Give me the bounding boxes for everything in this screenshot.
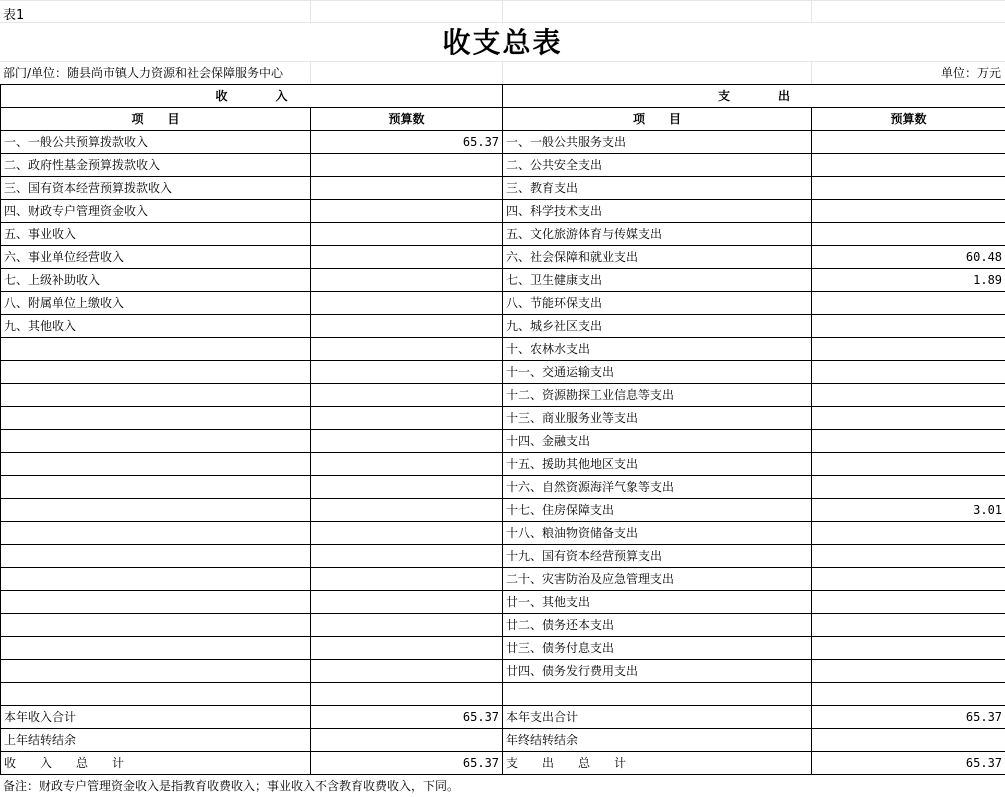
table-row bbox=[1, 269, 1005, 292]
expense-section-header: 支 出 bbox=[503, 85, 1005, 108]
expense-budget-cell bbox=[812, 407, 1005, 430]
income-item-cell bbox=[1, 591, 311, 614]
expense-budget-cell bbox=[812, 683, 1005, 706]
income-budget-cell bbox=[311, 430, 503, 453]
expense-budget-cell bbox=[812, 591, 1005, 614]
table-row bbox=[1, 292, 1005, 315]
expense-item-cell: 七、卫生健康支出 bbox=[503, 269, 812, 292]
income-budget-cell bbox=[311, 453, 503, 476]
department-label: 部门/单位：随县尚市镇人力资源和社会保障服务中心 bbox=[3, 66, 284, 80]
income-item-cell bbox=[1, 361, 311, 384]
income-item-cell bbox=[1, 476, 311, 499]
expense-budget-cell: 65.37 bbox=[812, 706, 1005, 729]
income-item-cell bbox=[1, 614, 311, 637]
expense-item-cell: 十三、商业服务业等支出 bbox=[503, 407, 812, 430]
table-row bbox=[1, 453, 1005, 476]
income-budget-cell bbox=[311, 315, 503, 338]
expense-item-cell: 二十、灾害防治及应急管理支出 bbox=[503, 568, 812, 591]
expense-item-cell: 支 出 总 计 bbox=[503, 752, 812, 775]
table-row bbox=[1, 499, 1005, 522]
income-budget-cell: 65.37 bbox=[311, 752, 503, 775]
income-item-cell: 九、其他收入 bbox=[1, 315, 311, 338]
page-title: 收支总表 bbox=[442, 26, 563, 59]
table-row bbox=[1, 545, 1005, 568]
income-budget-cell bbox=[311, 568, 503, 591]
expense-budget-cell bbox=[812, 384, 1005, 407]
expense-budget-cell bbox=[812, 637, 1005, 660]
expense-budget-cell bbox=[812, 660, 1005, 683]
expense-budget-cell: 60.48 bbox=[812, 246, 1005, 269]
income-item-cell: 本年收入合计 bbox=[1, 706, 311, 729]
income-budget-cell bbox=[311, 591, 503, 614]
expense-item-cell: 十四、金融支出 bbox=[503, 430, 812, 453]
income-budget-cell: 65.37 bbox=[311, 131, 503, 154]
table-row bbox=[1, 476, 1005, 499]
expense-budget-cell bbox=[812, 522, 1005, 545]
income-budget-cell: 65.37 bbox=[311, 706, 503, 729]
income-item-header: 项 目 bbox=[1, 108, 311, 131]
income-budget-cell bbox=[311, 476, 503, 499]
expense-budget-cell bbox=[812, 315, 1005, 338]
expense-item-cell: 十九、国有资本经营预算支出 bbox=[503, 545, 812, 568]
income-budget-cell bbox=[311, 499, 503, 522]
income-budget-cell bbox=[311, 384, 503, 407]
expense-item-cell: 十八、粮油物资储备支出 bbox=[503, 522, 812, 545]
expense-item-cell: 年终结转结余 bbox=[503, 729, 812, 752]
table-row bbox=[1, 384, 1005, 407]
expense-budget-cell bbox=[812, 545, 1005, 568]
expense-item-cell: 十、农林水支出 bbox=[503, 338, 812, 361]
income-item-cell: 二、政府性基金预算拨款收入 bbox=[1, 154, 311, 177]
expense-item-cell: 本年支出合计 bbox=[503, 706, 812, 729]
table-row bbox=[1, 706, 1005, 729]
table-row bbox=[1, 522, 1005, 545]
income-item-cell bbox=[1, 522, 311, 545]
income-item-cell bbox=[1, 453, 311, 476]
expense-budget-cell bbox=[812, 292, 1005, 315]
income-budget-cell bbox=[311, 614, 503, 637]
expense-budget-cell bbox=[812, 338, 1005, 361]
income-item-cell: 三、国有资本经营预算拨款收入 bbox=[1, 177, 311, 200]
footnote: 备注：财政专户管理资金收入是指教育收费收入；事业收入不含教育收费收入，下同。 bbox=[3, 779, 460, 793]
table-row bbox=[1, 568, 1005, 591]
table-row bbox=[1, 430, 1005, 453]
expense-budget-cell bbox=[812, 154, 1005, 177]
table-row bbox=[1, 361, 1005, 384]
income-item-cell: 一、一般公共预算拨款收入 bbox=[1, 131, 311, 154]
table-row bbox=[1, 407, 1005, 430]
expense-budget-cell bbox=[812, 453, 1005, 476]
income-item-cell bbox=[1, 407, 311, 430]
income-budget-cell bbox=[311, 522, 503, 545]
expense-budget-cell bbox=[812, 430, 1005, 453]
expense-item-cell: 六、社会保障和就业支出 bbox=[503, 246, 812, 269]
income-budget-cell bbox=[311, 292, 503, 315]
expense-budget-cell bbox=[812, 476, 1005, 499]
expense-item-cell: 廿三、债务付息支出 bbox=[503, 637, 812, 660]
unit-label: 单位：万元 bbox=[940, 66, 1001, 80]
income-item-cell bbox=[1, 545, 311, 568]
expense-item-cell: 十二、资源勘探工业信息等支出 bbox=[503, 384, 812, 407]
income-item-cell: 收 入 总 计 bbox=[1, 752, 311, 775]
income-item-cell bbox=[1, 660, 311, 683]
table-row bbox=[1, 338, 1005, 361]
expense-item-cell: 十一、交通运输支出 bbox=[503, 361, 812, 384]
income-budget-cell bbox=[311, 269, 503, 292]
income-budget-cell bbox=[311, 177, 503, 200]
expense-budget-cell bbox=[812, 131, 1005, 154]
table-row bbox=[1, 223, 1005, 246]
expense-budget-cell bbox=[812, 614, 1005, 637]
income-budget-cell bbox=[311, 154, 503, 177]
income-budget-cell bbox=[311, 338, 503, 361]
income-item-cell: 八、附属单位上缴收入 bbox=[1, 292, 311, 315]
expense-item-cell: 五、文化旅游体育与传媒支出 bbox=[503, 223, 812, 246]
expense-item-cell: 一、一般公共服务支出 bbox=[503, 131, 812, 154]
expense-budget-cell: 3.01 bbox=[812, 499, 1005, 522]
table-row bbox=[1, 752, 1005, 775]
income-item-cell bbox=[1, 384, 311, 407]
expense-budget-cell bbox=[812, 200, 1005, 223]
expense-budget-cell: 65.37 bbox=[812, 752, 1005, 775]
income-budget-header: 预算数 bbox=[311, 108, 503, 131]
table-row bbox=[1, 660, 1005, 683]
expense-budget-cell bbox=[812, 568, 1005, 591]
expense-item-cell: 十六、自然资源海洋气象等支出 bbox=[503, 476, 812, 499]
expense-item-cell: 三、教育支出 bbox=[503, 177, 812, 200]
expense-budget-header: 预算数 bbox=[812, 108, 1005, 131]
expense-item-cell: 廿二、债务还本支出 bbox=[503, 614, 812, 637]
income-item-cell: 上年结转结余 bbox=[1, 729, 311, 752]
budget-summary-table bbox=[0, 84, 1005, 775]
table-row bbox=[1, 315, 1005, 338]
expense-item-cell: 八、节能环保支出 bbox=[503, 292, 812, 315]
income-item-cell: 六、事业单位经营收入 bbox=[1, 246, 311, 269]
table-row bbox=[1, 131, 1005, 154]
income-item-cell: 四、财政专户管理资金收入 bbox=[1, 200, 311, 223]
income-item-cell bbox=[1, 338, 311, 361]
income-budget-cell bbox=[311, 683, 503, 706]
expense-item-cell: 廿四、债务发行费用支出 bbox=[503, 660, 812, 683]
table-row bbox=[1, 200, 1005, 223]
expense-item-cell: 十五、援助其他地区支出 bbox=[503, 453, 812, 476]
header-row-columns bbox=[1, 108, 1005, 131]
table-row bbox=[1, 637, 1005, 660]
table-row bbox=[1, 177, 1005, 200]
income-budget-cell bbox=[311, 637, 503, 660]
income-budget-cell bbox=[311, 361, 503, 384]
income-budget-cell bbox=[311, 246, 503, 269]
table-row bbox=[1, 154, 1005, 177]
expense-budget-cell bbox=[812, 223, 1005, 246]
expense-budget-cell bbox=[812, 361, 1005, 384]
expense-item-header: 项 目 bbox=[503, 108, 812, 131]
table-row bbox=[1, 591, 1005, 614]
expense-item-cell: 十七、住房保障支出 bbox=[503, 499, 812, 522]
income-section-header: 收 入 bbox=[1, 85, 503, 108]
expense-item-cell bbox=[503, 683, 812, 706]
income-item-cell bbox=[1, 568, 311, 591]
table-row bbox=[1, 729, 1005, 752]
table-row bbox=[1, 614, 1005, 637]
header-row-sections bbox=[1, 85, 1005, 108]
income-budget-cell bbox=[311, 660, 503, 683]
income-item-cell: 七、上级补助收入 bbox=[1, 269, 311, 292]
income-item-cell bbox=[1, 637, 311, 660]
expense-item-cell: 四、科学技术支出 bbox=[503, 200, 812, 223]
income-budget-cell bbox=[311, 200, 503, 223]
expense-item-cell: 九、城乡社区支出 bbox=[503, 315, 812, 338]
income-item-cell bbox=[1, 683, 311, 706]
table-number: 表1 bbox=[3, 8, 25, 23]
income-item-cell bbox=[1, 499, 311, 522]
income-budget-cell bbox=[311, 545, 503, 568]
table-row bbox=[1, 683, 1005, 706]
income-budget-cell bbox=[311, 729, 503, 752]
income-item-cell: 五、事业收入 bbox=[1, 223, 311, 246]
expense-budget-cell bbox=[812, 729, 1005, 752]
expense-item-cell: 廿一、其他支出 bbox=[503, 591, 812, 614]
expense-budget-cell bbox=[812, 177, 1005, 200]
expense-item-cell: 二、公共安全支出 bbox=[503, 154, 812, 177]
expense-budget-cell: 1.89 bbox=[812, 269, 1005, 292]
income-budget-cell bbox=[311, 407, 503, 430]
table-row bbox=[1, 246, 1005, 269]
income-budget-cell bbox=[311, 223, 503, 246]
income-item-cell bbox=[1, 430, 311, 453]
